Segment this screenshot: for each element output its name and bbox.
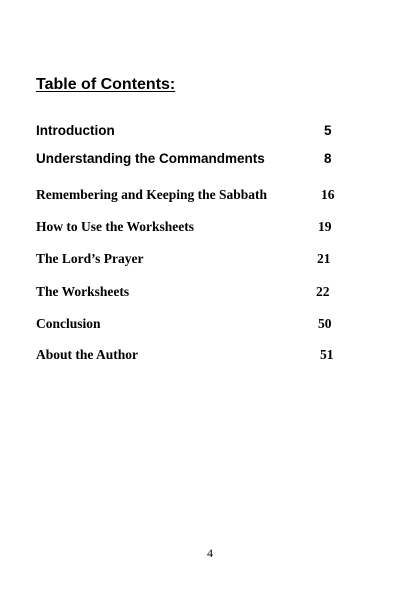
toc-entry-page: 16 bbox=[321, 187, 335, 202]
toc-entry-lords-prayer[interactable] bbox=[36, 251, 336, 271]
toc-entry-label: Understanding the Commandments bbox=[36, 151, 265, 166]
toc-entry-label: How to Use the Worksheets bbox=[36, 219, 194, 234]
page-number: 4 bbox=[207, 546, 213, 560]
toc-entry-sabbath[interactable] bbox=[36, 187, 336, 207]
toc-entry-page: 19 bbox=[318, 219, 332, 234]
toc-entry-understanding-commandments[interactable] bbox=[36, 151, 336, 171]
toc-entry-page: 50 bbox=[318, 316, 332, 331]
toc-entry-page: 5 bbox=[324, 123, 332, 138]
toc-entry-introduction[interactable] bbox=[36, 123, 336, 143]
toc-entry-page: 8 bbox=[324, 151, 332, 166]
toc-entry-label: The Lord’s Prayer bbox=[36, 251, 144, 266]
toc-entry-worksheets-usage[interactable] bbox=[36, 219, 336, 239]
toc-entry-page: 22 bbox=[316, 284, 330, 299]
toc-entry-label: Remembering and Keeping the Sabbath bbox=[36, 187, 268, 202]
toc-entry-page: 51 bbox=[320, 347, 334, 362]
toc-entry-conclusion[interactable] bbox=[36, 316, 336, 336]
toc-entry-about-author[interactable] bbox=[36, 347, 336, 367]
toc-entry-label: Introduction bbox=[36, 123, 115, 138]
toc-entry-page: 21 bbox=[317, 251, 331, 266]
toc-title: Table of Contents: bbox=[36, 76, 176, 93]
toc-entry-label: The Worksheets bbox=[36, 284, 130, 299]
toc-entry-label: Conclusion bbox=[36, 316, 101, 331]
toc-entry-worksheets[interactable] bbox=[36, 284, 336, 304]
toc-entry-label: About the Author bbox=[36, 347, 139, 362]
